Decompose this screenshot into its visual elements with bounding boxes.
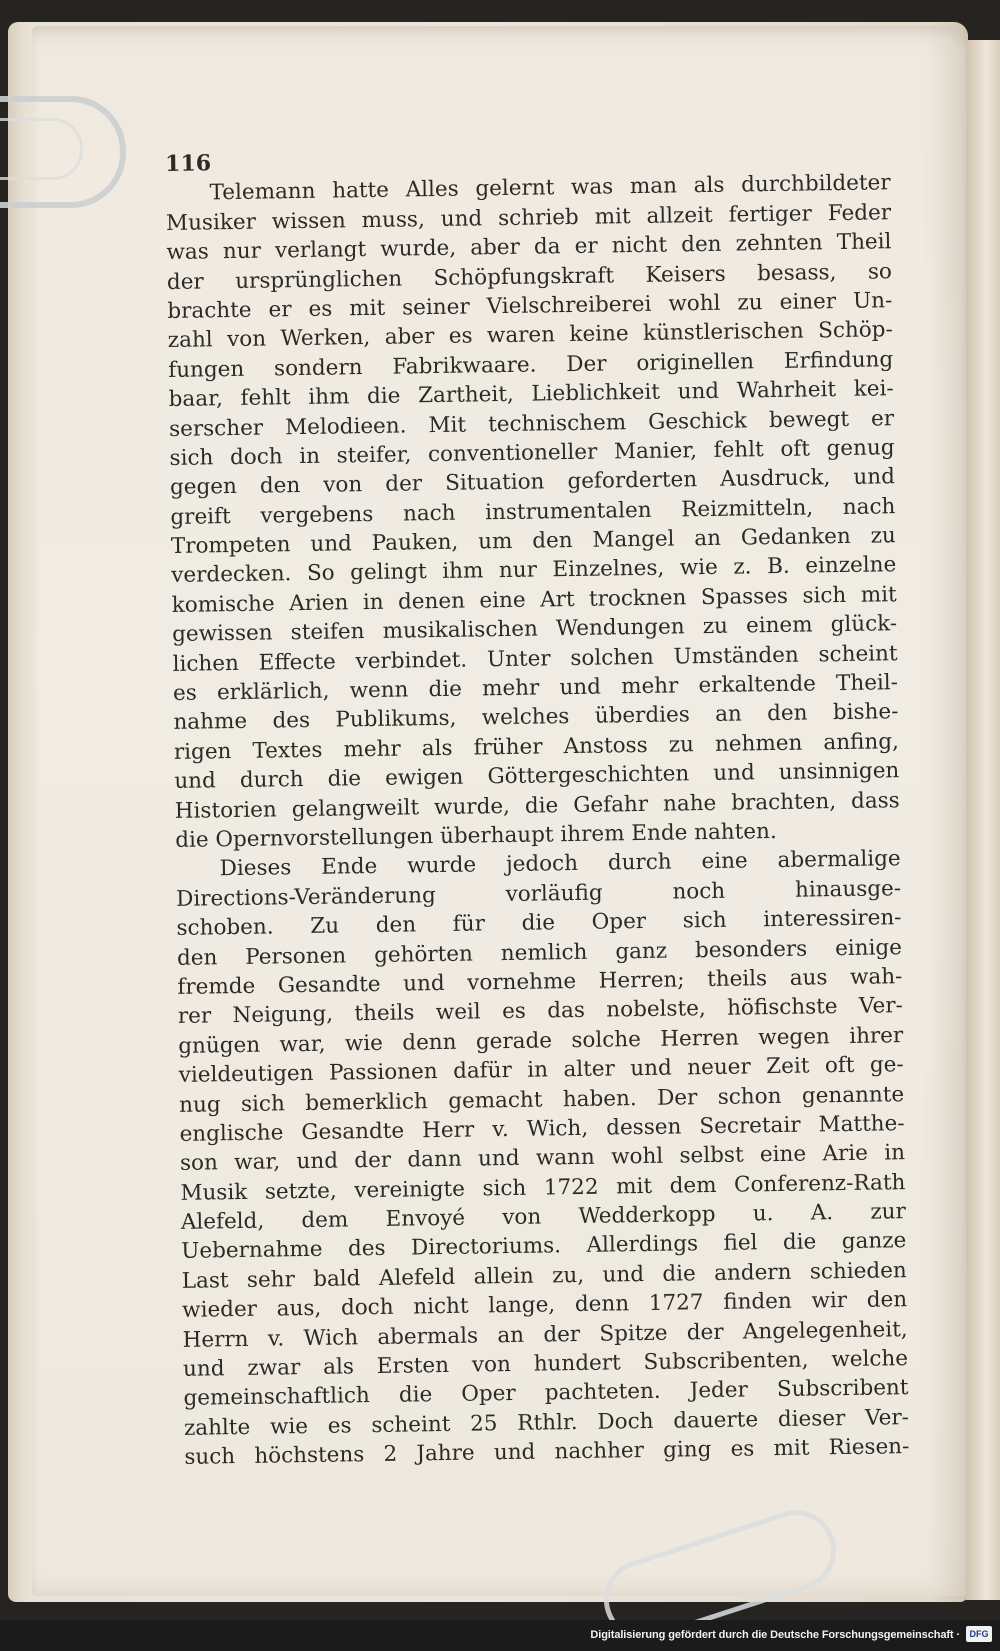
dfg-logo-icon: DFG <box>966 1626 992 1642</box>
text-line: es erklärlich, wenn die mehr und mehr erkaltende Theil- <box>172 670 899 706</box>
text-line: Herrn v. Wich abermals an der Spitze der Angelegenheit, <box>182 1316 908 1353</box>
text-line: Dieses Ende wurde jedoch durch eine abermalige <box>219 846 901 882</box>
text-line: englische Gesandte Herr v. Wich, dessen Secretair Matthe- <box>179 1111 905 1147</box>
text-line: die Opernvorstellungen überhaupt ihrem Ende nahten. <box>175 819 777 853</box>
text-line: Uebernahme des Directoriums. Allerdings fiel die ganze <box>181 1228 907 1265</box>
text-line: rigen Textes mehr als früher Anstoss zu nehmen anfing, <box>173 729 900 765</box>
text-line: Telemann hatte Alles gelernt was man als durchbildeter <box>209 170 891 206</box>
text-line: Musiker wissen muss, und schrieb mit allzeit fertiger Feder <box>165 200 892 236</box>
text-line: brachte er es mit seiner Vielschreiberei wohl zu einer Un- <box>167 288 893 324</box>
text-line: rer Neigung, theils weil es das nobelste, höfischste Ver- <box>177 993 903 1030</box>
text-line: der ursprünglichen Schöpfungskraft Keisers besass, so <box>166 258 893 295</box>
text-line: wieder aus, doch nicht lange, denn 1727 finden wir den <box>182 1287 908 1324</box>
text-line: Alefeld, dem Envoyé von Wedderkopp u. A. zur <box>180 1199 907 1235</box>
paper-clip-top-inner <box>0 118 83 180</box>
text-line: und zwar als Ersten von hundert Subscribenten, welche <box>182 1346 909 1382</box>
text-line: was nur verlangt wurde, aber da er nicht den zehnten Theil <box>166 229 892 266</box>
text-line: fungen sondern Fabrikwaare. Der originellen Erfindung <box>168 346 894 383</box>
text-line: greift vergebens nach instrumentalen Reizmitteln, nach <box>170 493 896 530</box>
text-line: gemeinschaftlich die Oper pachteten. Jeder Subscribent <box>183 1375 909 1412</box>
text-line: vieldeutigen Passionen dafür in alter und neuer Zeit oft ge- <box>178 1052 904 1089</box>
text-line: fremde Gesandte und vornehme Herren; theils aus wah- <box>177 964 903 1000</box>
text-line: gewissen steifen musikalischen Wendungen zu einem glück- <box>172 611 898 648</box>
text-line: such höchstens 2 Jahre und nachher ging es mit Riesen- <box>184 1434 910 1471</box>
text-line: zahlte wie es scheint 25 Rthlr. Doch dauerte dieser Ver- <box>183 1404 910 1441</box>
text-line: Trompeten und Pauken, um den Mangel an Gedanken zu <box>170 523 896 560</box>
text-line: komische Arien in denen eine Art trocknen Spasses sich mit <box>171 582 897 618</box>
text-line: serscher Melodieen. Mit technischem Geschick bewegt er <box>168 405 895 442</box>
page-number: 116 <box>165 150 212 177</box>
text-line: den Personen gehörten nemlich ganz besonders einige <box>176 934 903 971</box>
next-page-edge <box>966 40 1000 1600</box>
page-text-block <box>165 139 910 1472</box>
footer-bar <box>0 1620 1000 1651</box>
text-line: schoben. Zu den für die Oper sich interessiren- <box>176 905 902 942</box>
text-line: gegen den von der Situation geforderten Ausdruck, und <box>169 464 896 501</box>
text-line: sich doch in steifer, conventioneller Manier, fehlt oft genug <box>169 435 895 471</box>
text-line: Historien gelangweilt wurde, die Gefahr nahe brachten, dass <box>174 787 900 824</box>
text-line: Last sehr bald Alefeld allein zu, und die andern schieden <box>181 1257 907 1294</box>
text-line: Directions-Veränderung vorläufig noch hinausge- <box>175 875 902 912</box>
text-line: verdecken. So gelingt ihm nur Einzelnes, wie z. B. einzelne <box>171 552 897 589</box>
text-line: nug sich bemerklich gemacht haben. Der schon genannte <box>178 1081 905 1118</box>
text-line: son war, und der dann und wann wohl selbst eine Arie in <box>179 1140 906 1177</box>
funding-credit-text: Digitalisierung gefördert durch die Deutsche Forschungsgemeinschaft · <box>590 1629 960 1641</box>
text-line: Musik setzte, vereinigte sich 1722 mit dem Conferenz-Rath <box>180 1169 906 1206</box>
text-line: lichen Effecte verbindet. Unter solchen Umständen scheint <box>172 640 898 677</box>
text-line: zahl von Werken, aber es waren keine künstlerischen Schöp- <box>167 317 893 354</box>
text-line: baar, fehlt ihm die Zartheit, Lieblichkeit und Wahrheit kei- <box>168 376 894 413</box>
text-line: nahme des Publikums, welches überdies an den bishe- <box>173 699 899 736</box>
text-line: gnügen war, wie denn gerade solche Herren wegen ihrer <box>178 1022 904 1059</box>
text-line: und durch die ewigen Göttergeschichten und unsinnigen <box>174 758 900 795</box>
